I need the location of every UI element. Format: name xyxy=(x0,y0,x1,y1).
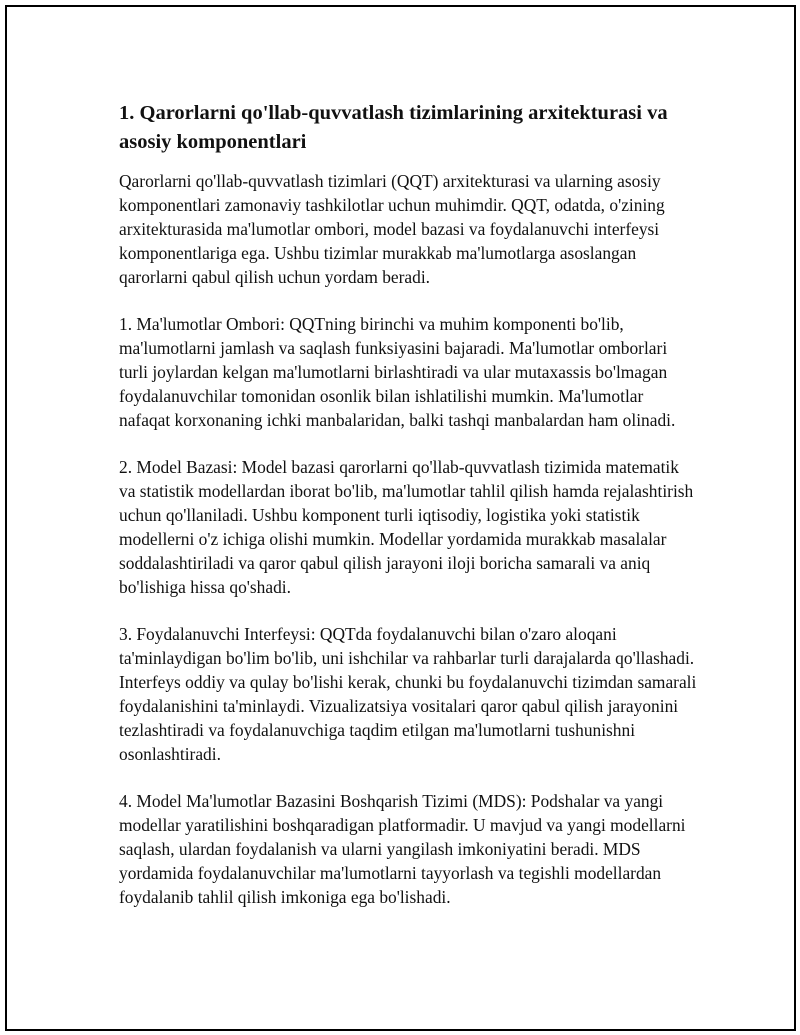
paragraph-model-base: 2. Model Bazasi: Model bazasi qarorlarni qo'llab-quvvatlash tizimida matematik va statistik modellardan iborat bo'lib, ma'lumotlar tahlil qilish hamda rejalashtirish uchun qo'llaniladi. Ushbu komponent turli iqtisodiy, logistika yoki statistik modellerni o'z ichiga olishi mumkin. Modellar yordamida murakkab masalalar soddalashtiriladi va qaror qabul qilish jarayoni iloji boricha samarali va aniq bo'lishiga hissa qo'shadi. xyxy=(119,457,694,597)
paragraph-data-warehouse: 1. Ma'lumotlar Ombori: QQTning birinchi va muhim komponenti bo'lib, ma'lumotlarni jamlash va saqlash funksiyasini bajaradi. Ma'lumotlar omborlari turli joylardan kelgan ma'lumotlarni birlashtiradi va ular mutaxassis bo'lmagan foydalanuvchilar tomonidan osonlik bilan ishlatilishi mumkin. Ma'lumotlar nafaqat korxonaning ichki manbalaridan, balki tashqi manbalardan ham olinadi. xyxy=(119,314,676,430)
intro-paragraph: Qarorlarni qo'llab-quvvatlash tizimlari (QQT) arxitekturasi va ularning asosiy komponentlari zamonaviy tashkilotlar uchun muhimdir. QQT, odatda, o'zining arxitekturasida ma'lumotlar ombori, model bazasi va foydalanuvchi interfeysi komponentlariga ega. Ushbu tizimlar murakkab ma'lumotlarga asoslangan qarorlarni qabul qilish uchun yordam beradi. xyxy=(119,171,665,287)
paragraph-model-management-system: 4. Model Ma'lumotlar Bazasini Boshqarish Tizimi (MDS): Podshalar va yangi modellar yaratilishini boshqaradigan platformadir. U mavjud va yangi modellarni saqlash, ulardan foydalanish va ularni yangilash imkoniyatini beradi. MDS yordamida foydalanuvchilar ma'lumotlarni tayyorlash va tegishli modellardan foydalanib tahlil qilish imkoniga ega bo'lishadi. xyxy=(119,791,686,907)
page-frame xyxy=(5,5,796,1031)
document-body xyxy=(119,99,697,932)
paragraph-user-interface: 3. Foydalanuvchi Interfeysi: QQTda foydalanuvchi bilan o'zaro aloqani ta'minlaydigan bo'lim bo'lib, uni ishchilar va rahbarlar turli darajalarda qo'llashadi. Interfeys oddiy va qulay bo'lishi kerak, chunki bu foydalanuvchi tizimdan samarali foydalanishini ta'minlaydi. Vizualizatsiya vositalari qaror qabul qilish jarayonini tezlashtiradi va foydalanuvchiga taqdim etilgan ma'lumotlarni tushunishni osonlashtiradi. xyxy=(119,624,697,764)
document-title: 1. Qarorlarni qo'llab-quvvatlash tizimlarining arxitekturasi va asosiy komponentlari xyxy=(119,102,668,153)
